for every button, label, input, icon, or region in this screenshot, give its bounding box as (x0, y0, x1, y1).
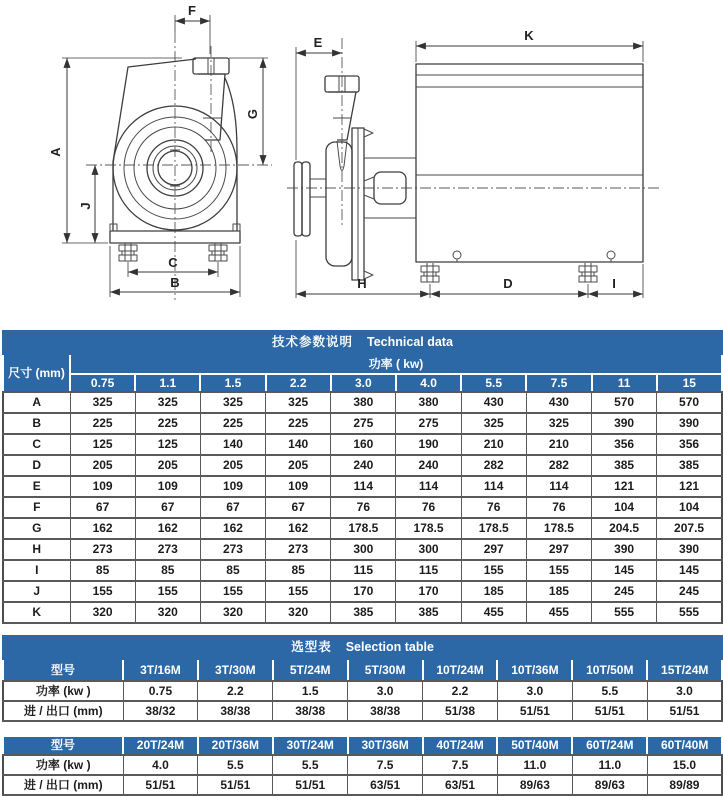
table-row (3, 476, 722, 497)
model-header-cell: 30T/24M (273, 736, 348, 755)
dim-value-cell: 320 (266, 602, 331, 623)
dim-value-cell: 114 (461, 476, 526, 497)
port-value-cell: 38/32 (123, 701, 198, 721)
dim-value-cell: 245 (657, 581, 722, 602)
dim-value-cell: 205 (135, 455, 200, 476)
port-value-cell: 51/38 (423, 701, 498, 721)
dim-value-cell: 325 (70, 392, 135, 413)
dim-value-cell: 275 (396, 413, 461, 434)
dim-label-b: B (170, 275, 180, 290)
title-en: Technical data (367, 334, 453, 349)
dim-label-f: F (188, 3, 196, 18)
port-row-label: 进 / 出口 (mm) (3, 701, 123, 721)
dim-value-cell: 121 (592, 476, 657, 497)
power-value-cell: 15.0 (647, 755, 722, 775)
port-value-cell: 89/89 (647, 775, 722, 795)
port-row (3, 775, 722, 795)
power-col-header: 15 (657, 374, 722, 392)
dim-value-cell: 170 (331, 581, 396, 602)
dim-value-cell: 385 (331, 602, 396, 623)
dim-value-cell: 555 (592, 602, 657, 623)
dim-value-cell: 430 (526, 392, 591, 413)
dim-value-cell: 185 (461, 581, 526, 602)
title-zh: 技术参数说明 (272, 334, 354, 349)
selection-table-2 (2, 735, 723, 796)
dim-value-cell: 104 (592, 497, 657, 518)
dim-label-c: C (168, 255, 178, 270)
table-title-row (3, 636, 722, 659)
power-value-cell: 3.0 (497, 681, 572, 701)
model-header-cell: 60T/24M (572, 736, 647, 755)
dim-row-label: A (3, 392, 70, 413)
port-value-cell: 63/51 (423, 775, 498, 795)
dim-value-cell: 190 (396, 434, 461, 455)
dim-value-cell: 140 (266, 434, 331, 455)
dim-label-j: J (78, 202, 93, 210)
dim-value-cell: 114 (526, 476, 591, 497)
selection-table-title (3, 636, 722, 659)
dim-value-cell: 325 (200, 392, 265, 413)
dim-value-cell: 67 (135, 497, 200, 518)
dim-value-cell: 145 (657, 560, 722, 581)
dim-value-cell: 225 (266, 413, 331, 434)
dim-value-cell: 145 (592, 560, 657, 581)
dim-value-cell: 325 (135, 392, 200, 413)
table-row (3, 518, 722, 539)
dim-value-cell: 210 (461, 434, 526, 455)
power-row-label: 功率 (kw ) (3, 755, 123, 775)
port-value-cell: 63/51 (348, 775, 423, 795)
power-value-cell: 3.0 (647, 681, 722, 701)
dim-value-cell: 121 (657, 476, 722, 497)
table-row (3, 434, 722, 455)
dim-value-cell: 390 (657, 539, 722, 560)
model-header-cell: 10T/24M (423, 659, 498, 681)
power-value-cell: 2.2 (198, 681, 273, 701)
port-value-cell: 38/38 (348, 701, 423, 721)
model-header-cell: 10T/50M (572, 659, 647, 681)
power-value-cell: 1.5 (273, 681, 348, 701)
dim-value-cell: 356 (592, 434, 657, 455)
dim-value-cell: 125 (70, 434, 135, 455)
table-row (3, 581, 722, 602)
size-unit-header: 尺寸 (mm) (3, 354, 70, 392)
dim-value-cell: 109 (70, 476, 135, 497)
dim-value-cell: 320 (70, 602, 135, 623)
dim-value-cell: 570 (657, 392, 722, 413)
power-col-header: 3.0 (331, 374, 396, 392)
port-value-cell: 51/51 (647, 701, 722, 721)
dim-value-cell: 275 (331, 413, 396, 434)
dim-value-cell: 125 (135, 434, 200, 455)
model-header-cell: 20T/24M (123, 736, 198, 755)
dim-value-cell: 162 (135, 518, 200, 539)
port-value-cell: 51/51 (273, 775, 348, 795)
table-row (3, 497, 722, 518)
model-header-cell: 3T/30M (198, 659, 273, 681)
table-row (3, 602, 722, 623)
dim-value-cell: 297 (461, 539, 526, 560)
dim-row-label: G (3, 518, 70, 539)
dim-value-cell: 109 (135, 476, 200, 497)
technical-data-table (2, 330, 723, 624)
dim-value-cell: 320 (200, 602, 265, 623)
dim-value-cell: 325 (266, 392, 331, 413)
dim-value-cell: 273 (70, 539, 135, 560)
dim-value-cell: 115 (331, 560, 396, 581)
dim-value-cell: 170 (396, 581, 461, 602)
power-col-header: 1.1 (135, 374, 200, 392)
dim-value-cell: 210 (526, 434, 591, 455)
dim-value-cell: 273 (135, 539, 200, 560)
dim-value-cell: 325 (526, 413, 591, 434)
foot-bolt (209, 243, 227, 261)
model-header-cell: 15T/24M (647, 659, 722, 681)
dim-value-cell: 555 (657, 602, 722, 623)
model-header-cell: 20T/36M (198, 736, 273, 755)
table-row (3, 560, 722, 581)
dim-value-cell: 240 (396, 455, 461, 476)
power-value-cell: 5.5 (198, 755, 273, 775)
power-value-cell: 0.75 (123, 681, 198, 701)
power-value-cell: 3.0 (348, 681, 423, 701)
dim-value-cell: 225 (135, 413, 200, 434)
dim-value-cell: 390 (592, 539, 657, 560)
dim-value-cell: 325 (461, 413, 526, 434)
dim-label-e: E (313, 35, 323, 50)
title-en: Selection table (345, 639, 434, 654)
dim-value-cell: 114 (396, 476, 461, 497)
model-column-header: 型号 (3, 736, 123, 755)
title-zh: 选型表 (291, 639, 332, 654)
table-row (3, 539, 722, 560)
port-value-cell: 51/51 (497, 701, 572, 721)
dim-value-cell: 76 (396, 497, 461, 518)
port-value-cell: 51/51 (198, 775, 273, 795)
dim-row-label: H (3, 539, 70, 560)
power-col-header: 0.75 (70, 374, 135, 392)
dim-row-label: K (3, 602, 70, 623)
technical-data-title (3, 331, 722, 354)
table-title-row (3, 331, 722, 354)
power-values-row (3, 374, 722, 392)
port-value-cell: 51/51 (572, 701, 647, 721)
dim-value-cell: 390 (657, 413, 722, 434)
dim-value-cell: 109 (200, 476, 265, 497)
dim-value-cell: 76 (526, 497, 591, 518)
dim-value-cell: 320 (135, 602, 200, 623)
dim-value-cell: 570 (592, 392, 657, 413)
selection-table-1 (2, 635, 723, 722)
dim-value-cell: 430 (461, 392, 526, 413)
dim-value-cell: 155 (266, 581, 331, 602)
dim-value-cell: 85 (200, 560, 265, 581)
dim-row-label: I (3, 560, 70, 581)
dim-value-cell: 205 (70, 455, 135, 476)
power-col-header: 11 (592, 374, 657, 392)
dim-value-cell: 162 (200, 518, 265, 539)
dim-value-cell: 385 (657, 455, 722, 476)
power-unit-header: 功率 ( kw) (70, 354, 722, 374)
dim-value-cell: 162 (70, 518, 135, 539)
power-col-header: 4.0 (396, 374, 461, 392)
model-header-row (3, 736, 722, 755)
dim-value-cell: 185 (526, 581, 591, 602)
dim-value-cell: 225 (70, 413, 135, 434)
dim-row-label: J (3, 581, 70, 602)
dim-value-cell: 155 (461, 560, 526, 581)
port-value-cell: 89/63 (572, 775, 647, 795)
dim-value-cell: 85 (266, 560, 331, 581)
model-header-cell: 3T/16M (123, 659, 198, 681)
power-value-cell: 4.0 (123, 755, 198, 775)
dim-value-cell: 245 (592, 581, 657, 602)
front-view (48, 3, 272, 300)
dim-value-cell: 67 (70, 497, 135, 518)
dim-value-cell: 390 (592, 413, 657, 434)
dim-value-cell: 67 (200, 497, 265, 518)
power-value-cell: 11.0 (497, 755, 572, 775)
port-value-cell: 38/38 (198, 701, 273, 721)
dim-value-cell: 178.5 (526, 518, 591, 539)
power-col-header: 5.5 (461, 374, 526, 392)
power-value-cell: 5.5 (273, 755, 348, 775)
dim-value-cell: 178.5 (461, 518, 526, 539)
model-header-cell: 10T/36M (497, 659, 572, 681)
dim-value-cell: 297 (526, 539, 591, 560)
model-header-cell: 40T/24M (423, 736, 498, 755)
model-header-cell: 60T/40M (647, 736, 722, 755)
dim-label-a: A (48, 147, 63, 157)
dim-value-cell: 273 (200, 539, 265, 560)
dim-value-cell: 178.5 (396, 518, 461, 539)
dim-row-label: F (3, 497, 70, 518)
table-row (3, 413, 722, 434)
model-header-cell: 30T/36M (348, 736, 423, 755)
dim-value-cell: 385 (592, 455, 657, 476)
port-value-cell: 89/63 (497, 775, 572, 795)
dim-value-cell: 155 (200, 581, 265, 602)
dim-value-cell: 240 (331, 455, 396, 476)
port-value-cell: 38/38 (273, 701, 348, 721)
dim-value-cell: 162 (266, 518, 331, 539)
power-value-cell: 7.5 (348, 755, 423, 775)
dim-value-cell: 115 (396, 560, 461, 581)
model-header-row (3, 659, 722, 681)
dim-value-cell: 205 (266, 455, 331, 476)
table-row (3, 392, 722, 413)
table-row (3, 455, 722, 476)
dim-label-k: K (524, 28, 534, 43)
model-header-cell: 5T/30M (348, 659, 423, 681)
dim-value-cell: 155 (526, 560, 591, 581)
power-row (3, 755, 722, 775)
dim-label-g: G (245, 108, 260, 120)
power-row-label: 功率 (kw ) (3, 681, 123, 701)
power-col-header: 1.5 (200, 374, 265, 392)
foot-bolt (579, 263, 597, 282)
dim-value-cell: 300 (396, 539, 461, 560)
dim-value-cell: 273 (266, 539, 331, 560)
power-row (3, 681, 722, 701)
port-row-label: 进 / 出口 (mm) (3, 775, 123, 795)
dim-value-cell: 205 (200, 455, 265, 476)
dim-row-label: D (3, 455, 70, 476)
power-col-header: 7.5 (526, 374, 591, 392)
dim-value-cell: 282 (461, 455, 526, 476)
dim-row-label: E (3, 476, 70, 497)
model-header-cell: 5T/24M (273, 659, 348, 681)
dim-value-cell: 160 (331, 434, 396, 455)
dim-value-cell: 109 (266, 476, 331, 497)
dim-label-i: I (612, 276, 616, 291)
dim-value-cell: 300 (331, 539, 396, 560)
dim-label-h: H (357, 276, 367, 291)
dim-value-cell: 140 (200, 434, 265, 455)
power-value-cell: 7.5 (423, 755, 498, 775)
side-view (287, 28, 659, 298)
dim-value-cell: 155 (70, 581, 135, 602)
dim-value-cell: 282 (526, 455, 591, 476)
dim-value-cell: 155 (135, 581, 200, 602)
dim-value-cell: 76 (331, 497, 396, 518)
dim-value-cell: 178.5 (331, 518, 396, 539)
dim-value-cell: 76 (461, 497, 526, 518)
dim-value-cell: 380 (331, 392, 396, 413)
power-value-cell: 11.0 (572, 755, 647, 775)
power-col-header: 2.2 (266, 374, 331, 392)
port-row (3, 701, 722, 721)
dim-value-cell: 114 (331, 476, 396, 497)
pump-technical-drawing (0, 0, 723, 325)
dim-value-cell: 85 (135, 560, 200, 581)
dim-value-cell: 455 (461, 602, 526, 623)
model-header-cell: 50T/40M (497, 736, 572, 755)
dim-value-cell: 385 (396, 602, 461, 623)
dim-value-cell: 225 (200, 413, 265, 434)
dim-label-d: D (503, 276, 513, 291)
dim-value-cell: 204.5 (592, 518, 657, 539)
power-header-row (3, 354, 722, 374)
power-value-cell: 5.5 (572, 681, 647, 701)
dim-value-cell: 356 (657, 434, 722, 455)
foot-bolt (119, 243, 137, 261)
dim-value-cell: 455 (526, 602, 591, 623)
dim-value-cell: 85 (70, 560, 135, 581)
dim-value-cell: 207.5 (657, 518, 722, 539)
dim-row-label: C (3, 434, 70, 455)
power-value-cell: 2.2 (423, 681, 498, 701)
dim-row-label: B (3, 413, 70, 434)
model-column-header: 型号 (3, 659, 123, 681)
foot-bolt (421, 263, 439, 282)
port-value-cell: 51/51 (123, 775, 198, 795)
dim-value-cell: 104 (657, 497, 722, 518)
dim-value-cell: 380 (396, 392, 461, 413)
dim-value-cell: 67 (266, 497, 331, 518)
